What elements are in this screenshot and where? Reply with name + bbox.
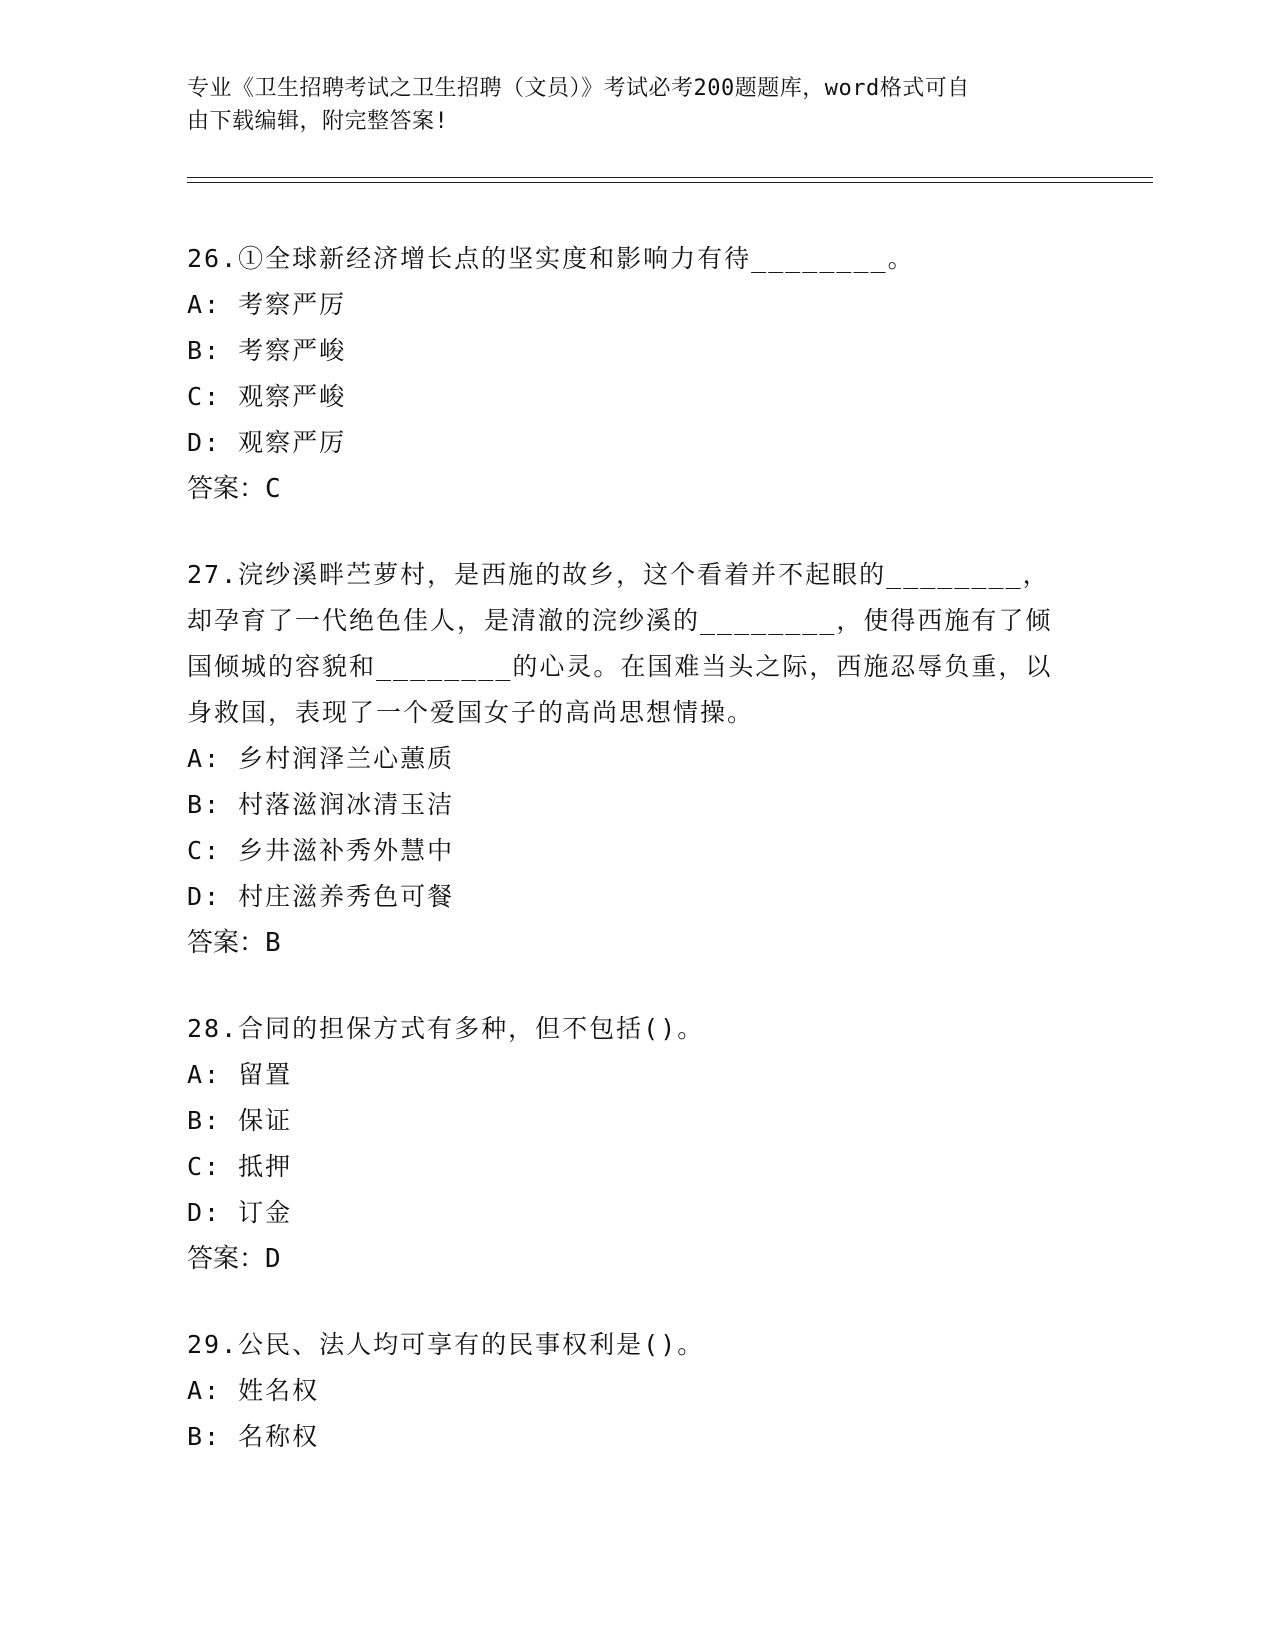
option-b: B: 考察严峻: [187, 336, 347, 365]
option-c: C: 抵押: [187, 1152, 293, 1181]
question-stem: 27.浣纱溪畔苎萝村，是西施的故乡，这个看着并不起眼的________，却孕育了一代绝色佳人，是清澈的浣纱溪的________，使得西施有了倾国倾城的容貌和________的心灵。在国难当头之际，西施忍辱负重，以身救国，表现了一个爱国女子的高尚思想情操。: [187, 560, 1053, 727]
answer-value: D: [265, 1244, 281, 1274]
option-c: C: 乡井滋补秀外慧中: [187, 836, 455, 865]
question-27: [187, 552, 1057, 966]
answer-label: 答案：: [187, 1244, 266, 1274]
answer-line: [187, 920, 1057, 966]
question-29: [187, 1322, 1057, 1460]
answer-label: 答案：: [187, 928, 266, 958]
option-a: A: 姓名权: [187, 1376, 320, 1405]
option-d: D: 村庄滋养秀色可餐: [187, 882, 455, 911]
option-d: D: 订金: [187, 1198, 293, 1227]
option-a: A: 乡村润泽兰心蕙质: [187, 744, 455, 773]
option-a: A: 考察严厉: [187, 290, 347, 319]
option-b: B: 村落滋润冰清玉洁: [187, 790, 455, 819]
header-line-1: 专业《卫生招聘考试之卫生招聘（文员）》考试必考200题题库，word格式可自: [187, 76, 970, 101]
option-b: B: 保证: [187, 1106, 293, 1135]
header-divider-bottom: [187, 182, 1153, 183]
answer-value: B: [265, 928, 281, 958]
option-a: A: 留置: [187, 1060, 293, 1089]
question-stem: 28.合同的担保方式有多种，但不包括()。: [187, 1014, 705, 1043]
answer-line: [187, 1236, 1057, 1282]
question-stem: 26.①全球新经济增长点的坚实度和影响力有待________。: [187, 244, 915, 273]
answer-line: [187, 466, 1057, 512]
header-line-2: 由下载编辑，附完整答案!: [187, 109, 449, 134]
document-header: [187, 72, 1067, 138]
question-stem: 29.公民、法人均可享有的民事权利是()。: [187, 1330, 705, 1359]
answer-label: 答案：: [187, 474, 266, 504]
answer-value: C: [265, 474, 281, 504]
option-b: B: 名称权: [187, 1422, 320, 1451]
option-c: C: 观察严峻: [187, 382, 347, 411]
question-list: [187, 236, 1057, 1500]
option-d: D: 观察严厉: [187, 428, 347, 457]
question-28: [187, 1006, 1057, 1282]
question-26: [187, 236, 1057, 512]
header-divider-top: [187, 177, 1153, 178]
